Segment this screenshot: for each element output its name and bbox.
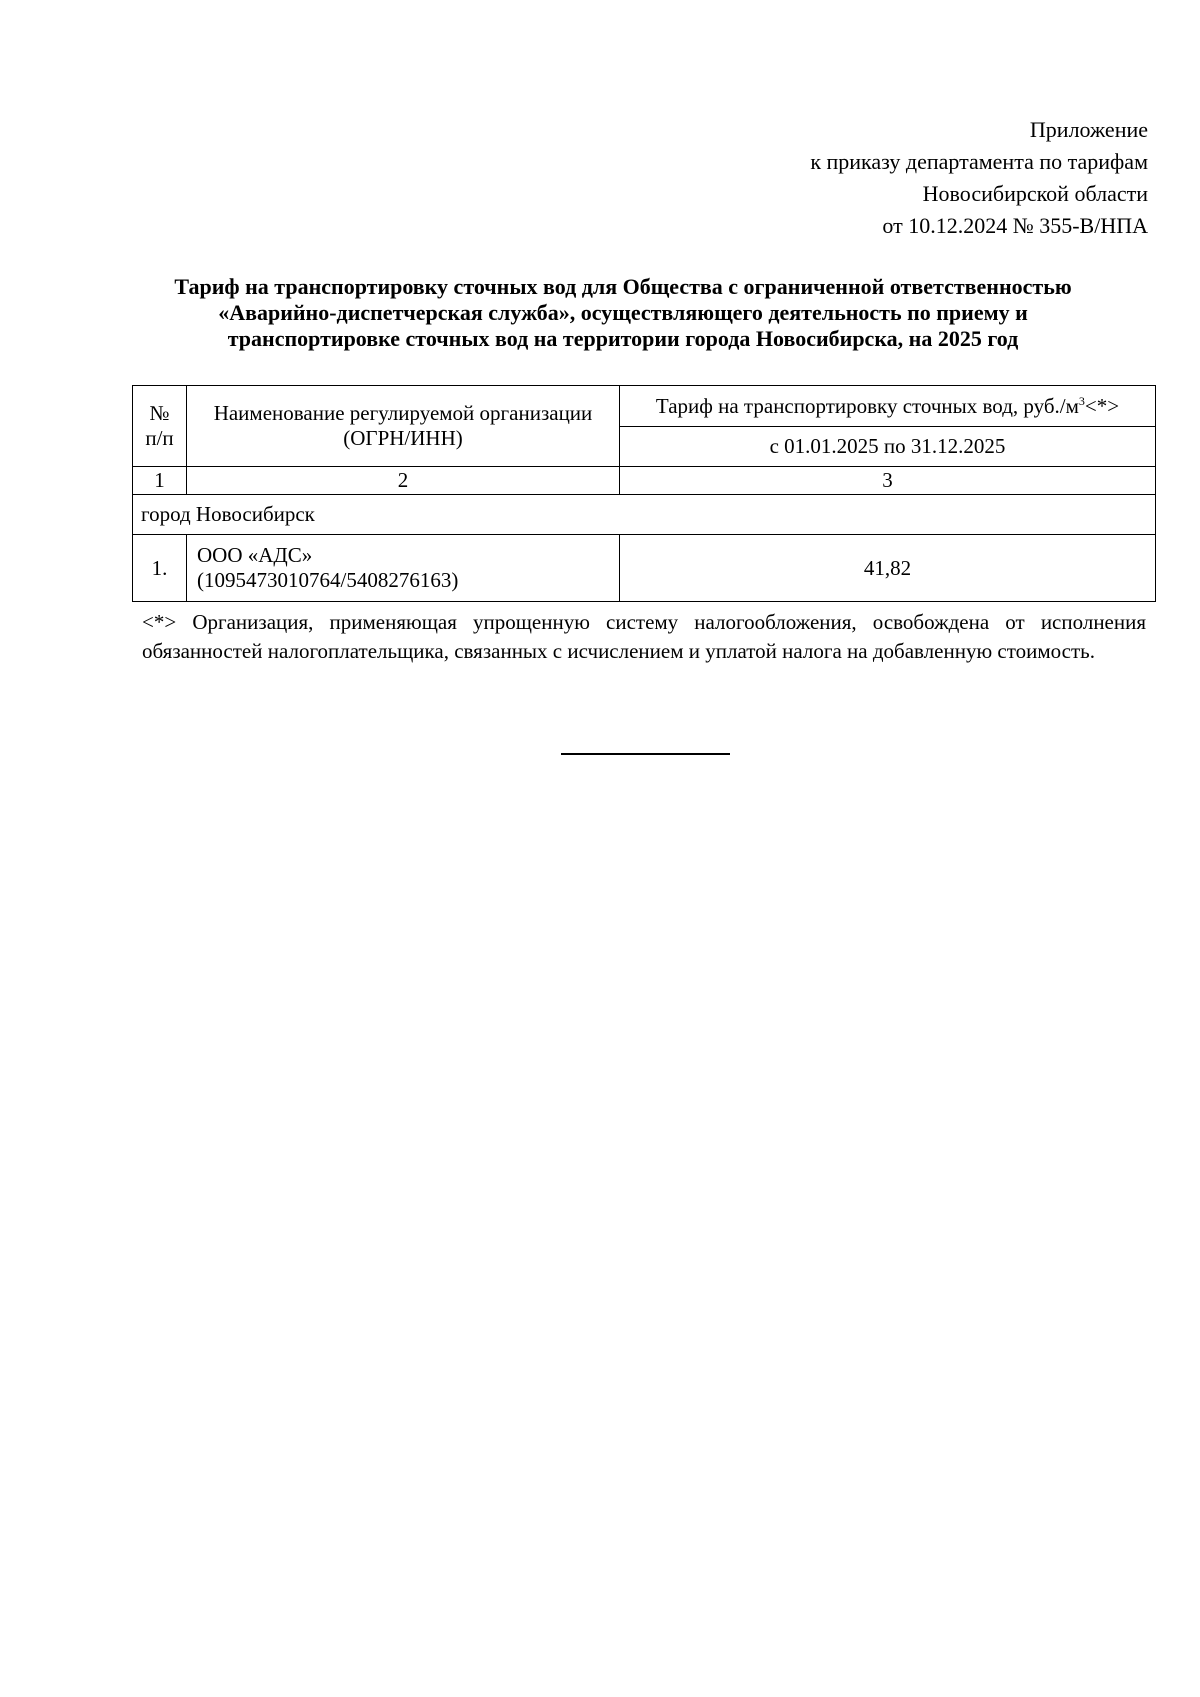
- index-cell-2: 2: [187, 467, 620, 495]
- row-num-cell: 1.: [133, 535, 187, 602]
- header-tariff-cell: [620, 386, 1156, 427]
- row-org-name: ООО «АДС»: [197, 543, 313, 567]
- table-index-row: [133, 467, 1156, 495]
- row-org-codes: (1095473010764/5408276163): [197, 568, 459, 592]
- header-period-cell: с 01.01.2025 по 31.12.2025: [620, 427, 1156, 467]
- row-org-cell: [187, 535, 620, 602]
- header-tariff-label: Тариф на транспортировку сточных вод, руб./м: [655, 393, 1079, 418]
- header-num-label: п/п: [145, 426, 174, 450]
- header-tariff-superscript: 3: [1078, 393, 1085, 408]
- end-of-document-line: [561, 753, 730, 755]
- tariff-table: [132, 385, 1156, 602]
- header-num-cell: [133, 386, 187, 467]
- table-city-row: [133, 495, 1156, 535]
- header-org-cell: [187, 386, 620, 467]
- table-row: [133, 535, 1156, 602]
- city-cell: город Новосибирск: [133, 495, 1156, 535]
- annex-order-ref: к приказу департамента по тарифам: [810, 149, 1148, 174]
- footnote: [142, 608, 1146, 666]
- footnote-text: Организация, применяющая упрощенную систему налогообложения, освобождена от исполнения обязанностей налогоплательщика, связанных с исчислением и уплатой налога на добавленную стоимость.: [142, 610, 1147, 663]
- annex-block: [810, 114, 1148, 242]
- table-header-row: [133, 386, 1156, 427]
- document-title-line-1: Тариф на транспортировку сточных вод для Общества с ограниченной ответственностью: [174, 274, 1072, 299]
- annex-order-date: от 10.12.2024 № 355-В/НПА: [882, 213, 1148, 238]
- document-title: [128, 274, 1118, 352]
- header-num-symbol: №: [149, 401, 170, 425]
- document-title-line-3: транспортировке сточных вод на территории города Новосибирска, на 2025 год: [227, 326, 1019, 351]
- footnote-mark: <*>: [142, 610, 177, 634]
- row-tariff-value: 41,82: [620, 535, 1156, 602]
- header-org-codes-label: (ОГРН/ИНН): [343, 426, 463, 450]
- index-cell-3: 3: [620, 467, 1156, 495]
- annex-region: Новосибирской области: [922, 181, 1148, 206]
- header-tariff-footnote-mark: <*>: [1084, 393, 1120, 418]
- document-title-line-2: «Аварийно-диспетчерская служба», осуществляющего деятельность по приему и: [218, 300, 1028, 325]
- index-cell-1: 1: [133, 467, 187, 495]
- annex-title: Приложение: [1029, 117, 1148, 142]
- header-org-label: Наименование регулируемой организации: [213, 401, 593, 425]
